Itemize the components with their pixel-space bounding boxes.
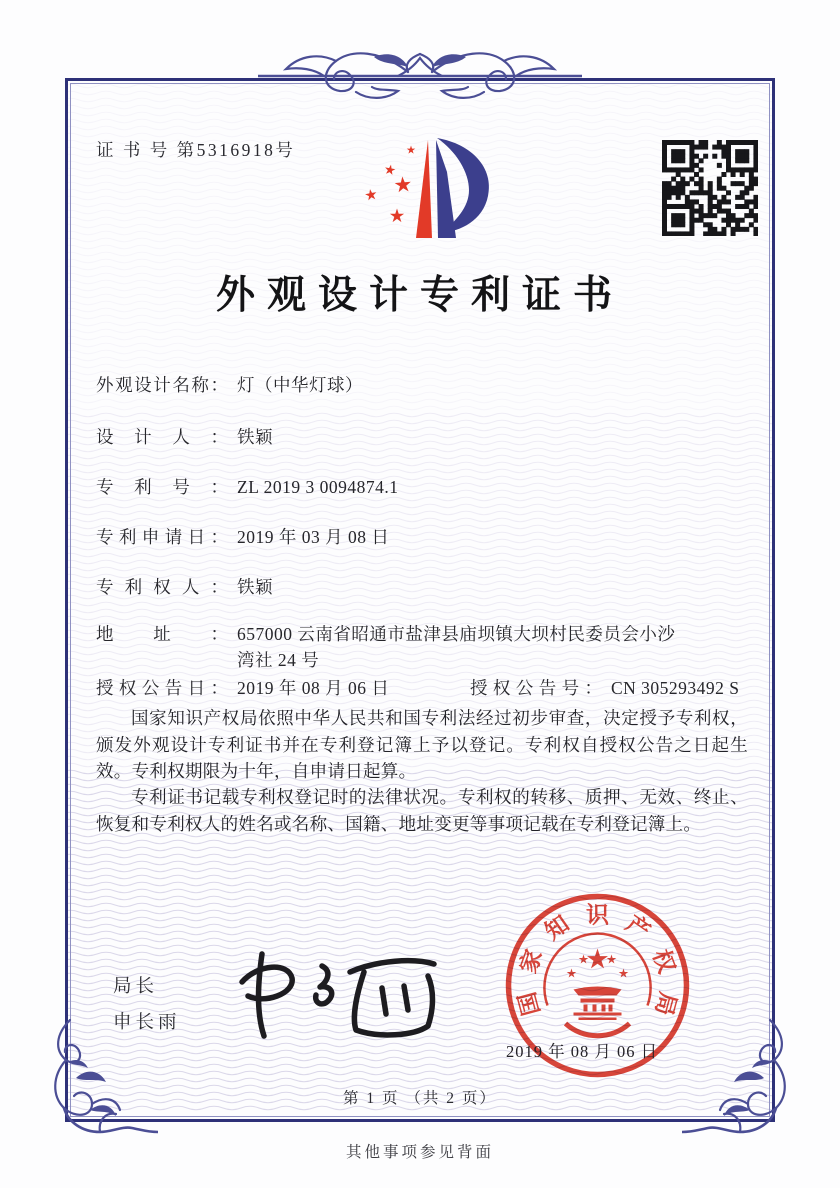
page-indicator: 第 1 页 （共 2 页） xyxy=(343,1090,497,1107)
field-value: 2019 年 08 月 06 日 xyxy=(237,678,390,698)
field-row-address xyxy=(96,621,750,673)
field-value: 铁颖 xyxy=(237,577,273,597)
svg-text:产: 产 xyxy=(621,910,655,945)
field-label: 地址： xyxy=(96,624,228,644)
field-row-filing-date xyxy=(96,524,750,550)
field-value: 灯（中华灯球） xyxy=(237,375,363,395)
field-row-grant xyxy=(96,675,750,701)
field-row-patentee xyxy=(96,574,750,600)
svg-text:局: 局 xyxy=(650,989,681,1019)
field-label: 专利申请日： xyxy=(96,527,228,547)
svg-text:识: 识 xyxy=(586,902,609,928)
cnipa-logo-icon xyxy=(350,134,508,248)
field-row-design-name xyxy=(96,372,750,398)
svg-text:知: 知 xyxy=(540,910,574,945)
svg-text:权: 权 xyxy=(648,946,680,977)
field-label: 授权公告号： xyxy=(470,678,602,698)
certificate-number: 证 书 号 第5316918号 xyxy=(96,140,296,160)
field-label: 专利权人： xyxy=(96,577,228,597)
field-label: 专利号： xyxy=(96,477,228,497)
svg-text:家: 家 xyxy=(515,946,547,977)
certificate-title: 外观设计专利证书 xyxy=(215,274,624,317)
field-value: 铁颖 xyxy=(237,427,273,447)
svg-text:国: 国 xyxy=(514,989,545,1019)
field-label: 授权公告日： xyxy=(96,678,228,698)
back-note: 其他事项参见背面 xyxy=(345,1144,494,1161)
field-value: ZL 2019 3 0094874.1 xyxy=(237,477,399,497)
legal-paragraph-2: 专利证书记载专利权登记时的法律状况。专利权的转移、质押、无效、终止、恢复和专利权人的姓名或名称、国籍、地址变更等事项记载在专利登记簿上。 xyxy=(96,787,748,834)
field-pair-grant-date xyxy=(96,675,470,701)
field-label: 外观设计名称： xyxy=(96,375,228,395)
national-emblem-icon xyxy=(544,934,650,1036)
commissioner-signature xyxy=(218,938,458,1048)
legal-paragraph-1: 国家知识产权局依照中华人民共和国专利法经过初步审查，决定授予专利权，颁发外观设计专利证书并在专利登记簿上予以登记。专利权自授权公告之日起生效。专利权期限为十年，自申请日起算。 xyxy=(96,708,748,781)
commissioner-name: 申长雨 xyxy=(113,1013,181,1033)
commissioner-title: 局长 xyxy=(113,977,159,997)
field-value: 657000 云南省昭通市盐津县庙坝镇大坝村民委员会小沙湾社 24 号 xyxy=(237,624,676,670)
field-value: CN 305293492 S xyxy=(611,678,740,698)
field-label: 设计人： xyxy=(96,427,228,447)
field-pair-grant-no xyxy=(470,675,740,701)
field-row-designer xyxy=(96,424,750,450)
field-row-patent-no xyxy=(96,474,750,500)
seal-date: 2019 年 08 月 06 日 xyxy=(506,1042,659,1061)
field-value: 2019 年 03 月 08 日 xyxy=(237,527,390,547)
qr-code xyxy=(662,140,758,236)
